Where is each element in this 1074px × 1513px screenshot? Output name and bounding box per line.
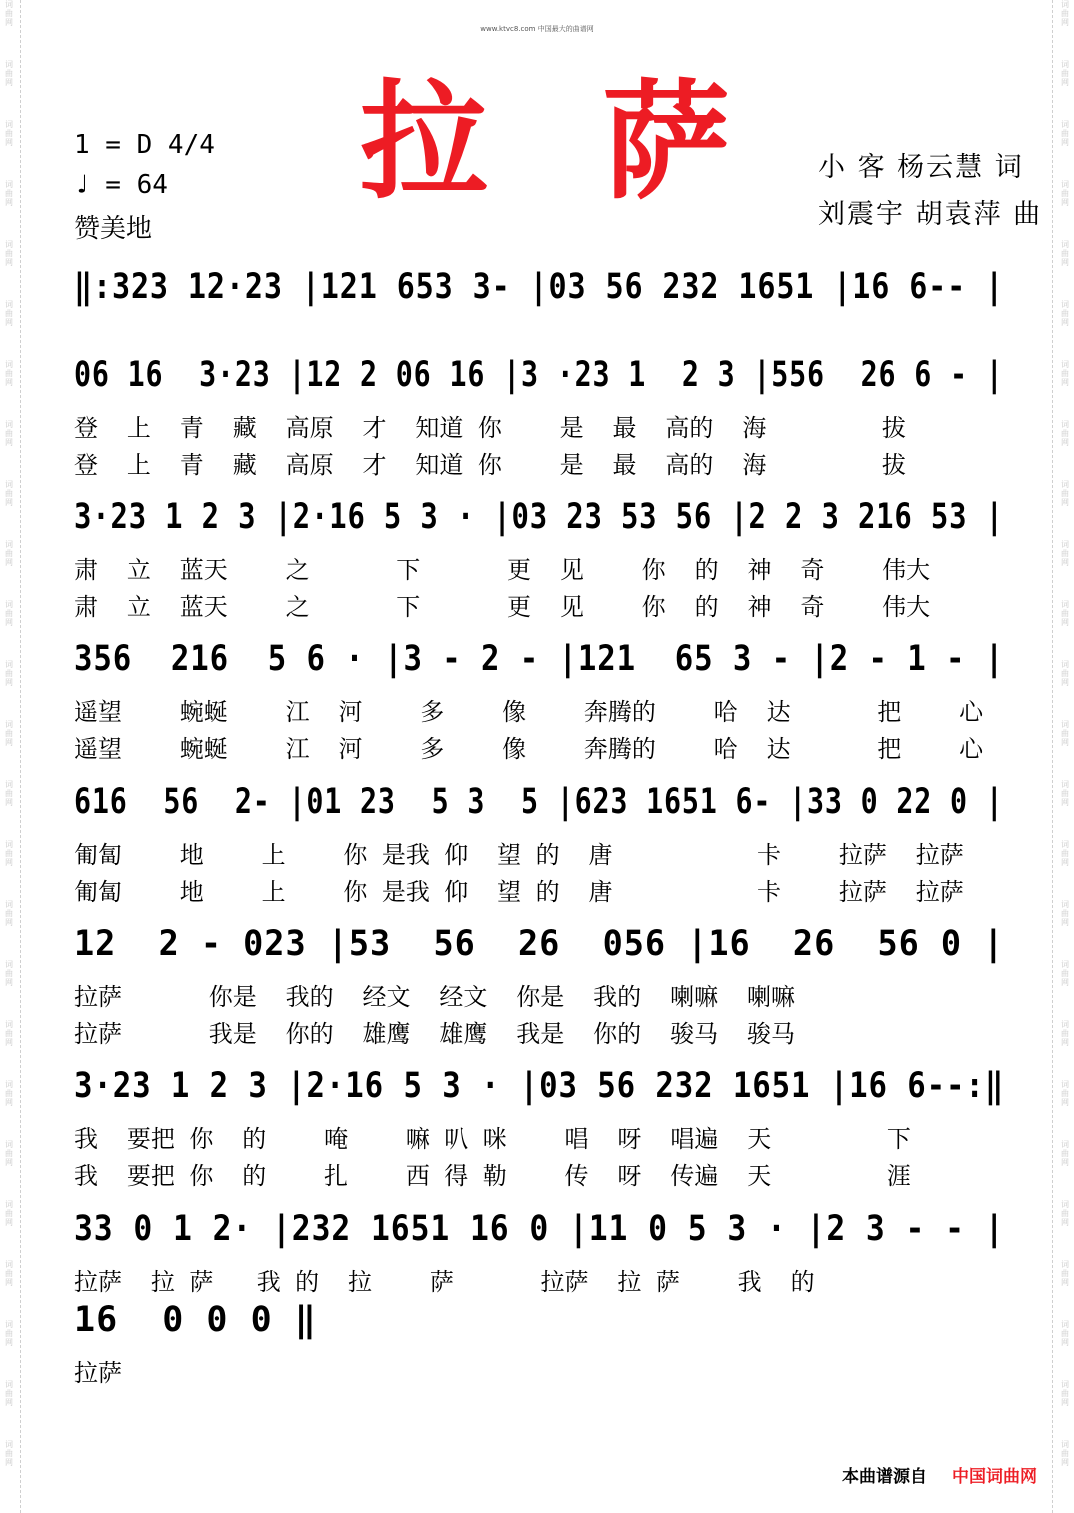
notation-line: 356 216 5 6 · |3 - 2 - |121 65 3 - |2 - 1 - |: [74, 639, 1005, 679]
style-marking: 赞美地: [74, 214, 153, 244]
watermark-mark: 词 曲 网: [1061, 1440, 1069, 1467]
watermark-mark: 词 曲 网: [5, 900, 13, 927]
watermark-mark: 词 曲 网: [5, 600, 13, 627]
lyric-line: 肃 立 蓝天 之 下 更 见 你 的 神 奇 伟大: [74, 556, 931, 584]
lyricist-credit: 小 客 杨云慧 词: [818, 152, 1024, 183]
watermark-mark: 词 曲 网: [1061, 0, 1069, 27]
watermark-mark: 词 曲 网: [1061, 1380, 1069, 1407]
key-signature: 1 = D 4/4: [74, 130, 215, 160]
lyric-line: 我 要把 你 的 扎 西 得 勒 传 呀 传遍 天 涯: [74, 1162, 911, 1190]
watermark-mark: 词 曲 网: [5, 540, 13, 567]
watermark-mark: 词 曲 网: [5, 360, 13, 387]
watermark-mark: 词 曲 网: [1061, 540, 1069, 567]
source-url: www.ktvc8.com 中国最大的曲谱网: [480, 25, 594, 33]
notation-line: 616 56 2- |01 23 5 3 5 |623 1651 6- |33 0 22 0 |: [74, 782, 1004, 822]
watermark-mark: 词 曲 网: [1061, 300, 1069, 327]
watermark-mark: 词 曲 网: [1061, 1200, 1069, 1227]
watermark-mark: 词 曲 网: [5, 180, 13, 207]
watermark-mark: 词 曲 网: [5, 960, 13, 987]
watermark-mark: 词 曲 网: [5, 780, 13, 807]
right-watermark-column: [1058, 0, 1072, 1513]
lyric-line: 登 上 青 藏 高原 才 知道 你 是 最 高的 海 拔: [74, 414, 906, 442]
lyric-line: 匍匐 地 上 你 是我 仰 望 的 唐 卡 拉萨 拉萨: [74, 878, 964, 906]
watermark-mark: 词 曲 网: [5, 1140, 13, 1167]
watermark-mark: 词 曲 网: [5, 420, 13, 447]
watermark-mark: 词 曲 网: [1061, 60, 1069, 87]
lyric-line: 拉萨: [74, 1359, 122, 1387]
watermark-mark: 词 曲 网: [5, 660, 13, 687]
notation-line: 12 2 - 023 |53 56 26 056 |16 26 56 0 |: [74, 924, 1005, 964]
watermark-mark: 词 曲 网: [1061, 360, 1069, 387]
notation-line: 16 0 0 0 ‖: [74, 1300, 317, 1340]
watermark-mark: 词 曲 网: [1061, 1020, 1069, 1047]
lyric-line: 拉萨 拉 萨 我 的 拉 萨 拉萨 拉 萨 我 的: [74, 1268, 815, 1296]
watermark-mark: 词 曲 网: [1061, 480, 1069, 507]
watermark-mark: 词 曲 网: [1061, 720, 1069, 747]
notation-line: 33 0 1 2· |232 1651 16 0 |11 0 5 3 · |2 3 - - |: [74, 1209, 1005, 1249]
watermark-mark: 词 曲 网: [1061, 120, 1069, 147]
composer-credit: 刘震宇 胡袁萍 曲: [818, 199, 1043, 230]
tempo-marking: ♩ = 64: [74, 170, 168, 200]
watermark-mark: 词 曲 网: [5, 60, 13, 87]
watermark-mark: 词 曲 网: [1061, 960, 1069, 987]
lyric-line: 我 要把 你 的 唵 嘛 叭 咪 唱 呀 唱遍 天 下: [74, 1125, 911, 1153]
watermark-mark: 词 曲 网: [1061, 240, 1069, 267]
watermark-mark: 词 曲 网: [5, 1080, 13, 1107]
watermark-mark: 词 曲 网: [1061, 660, 1069, 687]
notation-line: 3·23 1 2 3 |2·16 5 3 · |03 56 232 1651 |16 6--:‖: [74, 1066, 1005, 1106]
watermark-mark: 词 曲 网: [1061, 1320, 1069, 1347]
watermark-mark: 词 曲 网: [5, 300, 13, 327]
lyric-line: 拉萨 你是 我的 经文 经文 你是 我的 喇嘛 喇嘛: [74, 983, 795, 1011]
notation-line: ‖:323 12·23 |121 653 3- |03 56 232 1651 |16 6-- |: [74, 267, 1005, 307]
watermark-mark: 词 曲 网: [5, 1260, 13, 1287]
watermark-mark: 词 曲 网: [1061, 900, 1069, 927]
watermark-mark: 词 曲 网: [5, 1200, 13, 1227]
watermark-mark: 词 曲 网: [5, 840, 13, 867]
watermark-mark: 词 曲 网: [5, 0, 13, 27]
left-watermark-column: [2, 0, 16, 1513]
lyric-line: 肃 立 蓝天 之 下 更 见 你 的 神 奇 伟大: [74, 593, 931, 621]
watermark-mark: 词 曲 网: [5, 480, 13, 507]
page-right-border: [1052, 0, 1053, 1513]
watermark-mark: 词 曲 网: [1061, 1140, 1069, 1167]
watermark-mark: 词 曲 网: [1061, 780, 1069, 807]
watermark-mark: 词 曲 网: [1061, 420, 1069, 447]
lyric-line: 遥望 蜿蜒 江 河 多 像 奔腾的 哈 达 把 心: [74, 735, 984, 763]
footer-site-name: 中国词曲网: [952, 1467, 1037, 1487]
watermark-mark: 词 曲 网: [5, 240, 13, 267]
watermark-mark: 词 曲 网: [1061, 1080, 1069, 1107]
watermark-mark: 词 曲 网: [1061, 600, 1069, 627]
song-title-char-2: 萨: [602, 67, 731, 217]
watermark-mark: 词 曲 网: [5, 1380, 13, 1407]
lyric-line: 匍匐 地 上 你 是我 仰 望 的 唐 卡 拉萨 拉萨: [74, 841, 964, 869]
lyric-line: 登 上 青 藏 高原 才 知道 你 是 最 高的 海 拔: [74, 451, 906, 479]
lyric-line: 遥望 蜿蜒 江 河 多 像 奔腾的 哈 达 把 心: [74, 698, 984, 726]
watermark-mark: 词 曲 网: [5, 720, 13, 747]
watermark-mark: 词 曲 网: [5, 1020, 13, 1047]
notation-line: 3·23 1 2 3 |2·16 5 3 · |03 23 53 56 |2 2 3 216 53 |: [74, 497, 1004, 537]
song-title-char-1: 拉: [360, 67, 489, 217]
watermark-mark: 词 曲 网: [1061, 180, 1069, 207]
watermark-mark: 词 曲 网: [1061, 840, 1069, 867]
watermark-mark: 词 曲 网: [5, 120, 13, 147]
watermark-mark: 词 曲 网: [1061, 1260, 1069, 1287]
lyric-line: 拉萨 我是 你的 雄鹰 雄鹰 我是 你的 骏马 骏马: [74, 1020, 795, 1048]
watermark-mark: 词 曲 网: [5, 1320, 13, 1347]
footer-source-label: 本曲谱源自: [842, 1467, 927, 1487]
page-left-border: [20, 0, 21, 1513]
notation-line: 06 16 3·23 |12 2 06 16 |3 ·23 1 2 3 |556 26 6 - |: [74, 355, 1004, 395]
watermark-mark: 词 曲 网: [5, 1440, 13, 1467]
